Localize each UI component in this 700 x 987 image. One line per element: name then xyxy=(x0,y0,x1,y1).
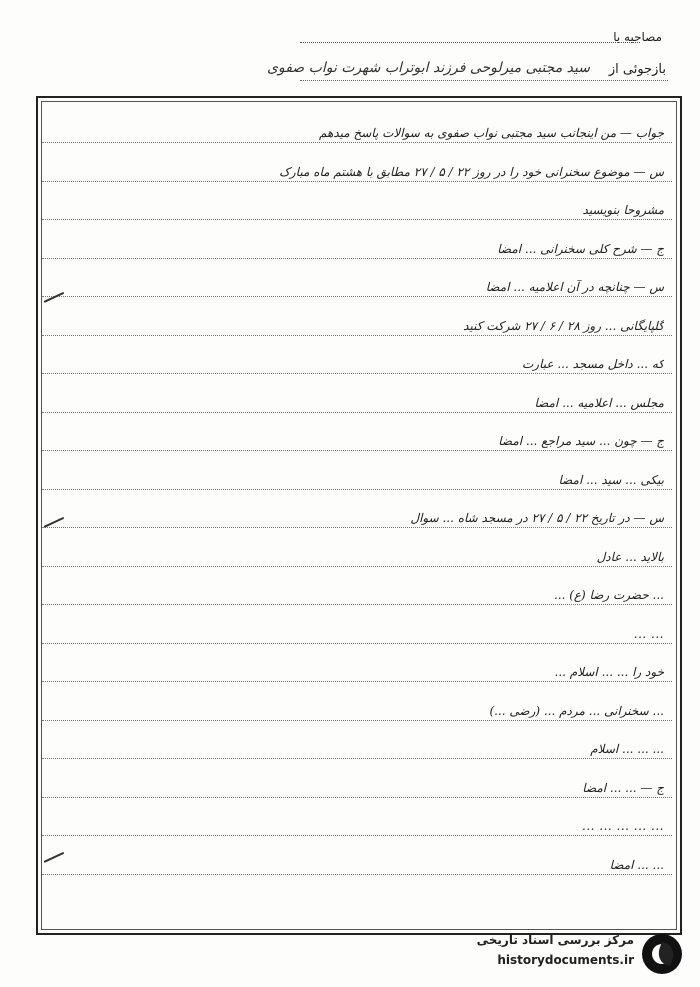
ruled-line xyxy=(42,335,672,336)
ruled-line xyxy=(42,681,672,682)
ruled-line xyxy=(42,720,672,721)
handwritten-line: بالاید ... عادل xyxy=(596,549,664,564)
ruled-line xyxy=(42,527,672,528)
ruled-line xyxy=(42,181,672,182)
handwritten-line: گلپایگانی ... روز ۲۸ / ۶ / ۲۷ شرکت کنید xyxy=(463,318,664,333)
ruled-line xyxy=(42,142,672,143)
ruled-line xyxy=(42,373,672,374)
handwritten-line: که ... داخل مسجد ... عبارت xyxy=(522,357,664,371)
handwritten-line: بیکی ... سید ... امضا xyxy=(558,472,664,487)
handwritten-line: س — در تاریخ ۲۲ / ۵ / ۲۷ در مسجد شاه ... سوال xyxy=(410,511,664,525)
handwritten-line: جواب — من اینجانب سید مجتبی نواب صفوی به سوالات پاسخ میدهم xyxy=(319,126,664,140)
ruled-line xyxy=(42,758,672,759)
title-handwritten: سید مجتبی میرلوحی فرزند ابوتراب شهرت نواب صفوی xyxy=(267,60,590,76)
interview-header-line xyxy=(300,22,640,43)
ruled-line xyxy=(42,412,672,413)
ruled-line xyxy=(42,604,672,605)
ruled-line xyxy=(42,219,672,220)
document-lines xyxy=(36,96,678,931)
ruled-line xyxy=(42,450,672,451)
ruled-line xyxy=(42,566,672,567)
handwritten-line: ... ... ... ... ... xyxy=(582,819,664,833)
handwritten-line: س — چنانچه در آن اعلامیه ... امضا xyxy=(485,280,664,294)
ruled-line xyxy=(42,874,672,875)
ruled-line xyxy=(42,489,672,490)
handwritten-line: ج — شرح کلی سخنرانی ... امضا xyxy=(497,241,664,256)
handwritten-line: ... ... امضا xyxy=(609,857,664,872)
handwritten-line: ج — چون ... سید مراجع ... امضا xyxy=(498,434,664,448)
ruled-line xyxy=(42,258,672,259)
handwritten-line: ج — ... ... امضا xyxy=(582,780,664,795)
handwritten-line: ... ... xyxy=(633,626,664,641)
interview-label: مصاحبه با xyxy=(613,30,662,44)
ruled-line xyxy=(42,835,672,836)
handwritten-line: مجلس ... اعلامیه ... امضا xyxy=(534,395,664,410)
title-prefix: بازجوئی از xyxy=(608,62,666,77)
watermark-org-name: مرکز بررسی اسناد تاریخی xyxy=(476,933,634,947)
handwritten-line: خود را ... ... اسلام ... xyxy=(554,665,664,679)
handwritten-line: ... حضرت رضا (ع) ... xyxy=(553,588,664,602)
handwritten-line: ... ... ... اسلام xyxy=(590,742,664,756)
handwritten-line: س — موضوع سخنرانی خود را در روز ۲۲ / ۵ / ۲۷ مطابق با هشتم ماه مبارک xyxy=(279,164,664,179)
ruled-line xyxy=(42,296,672,297)
ruled-line xyxy=(42,797,672,798)
handwritten-line: ... سخنرانی ... مردم ... (رضی ...) xyxy=(489,703,664,718)
watermark-url: historydocuments.ir xyxy=(497,953,634,967)
ruled-line xyxy=(42,643,672,644)
handwritten-line: مشروحا بنویسید xyxy=(582,203,664,217)
